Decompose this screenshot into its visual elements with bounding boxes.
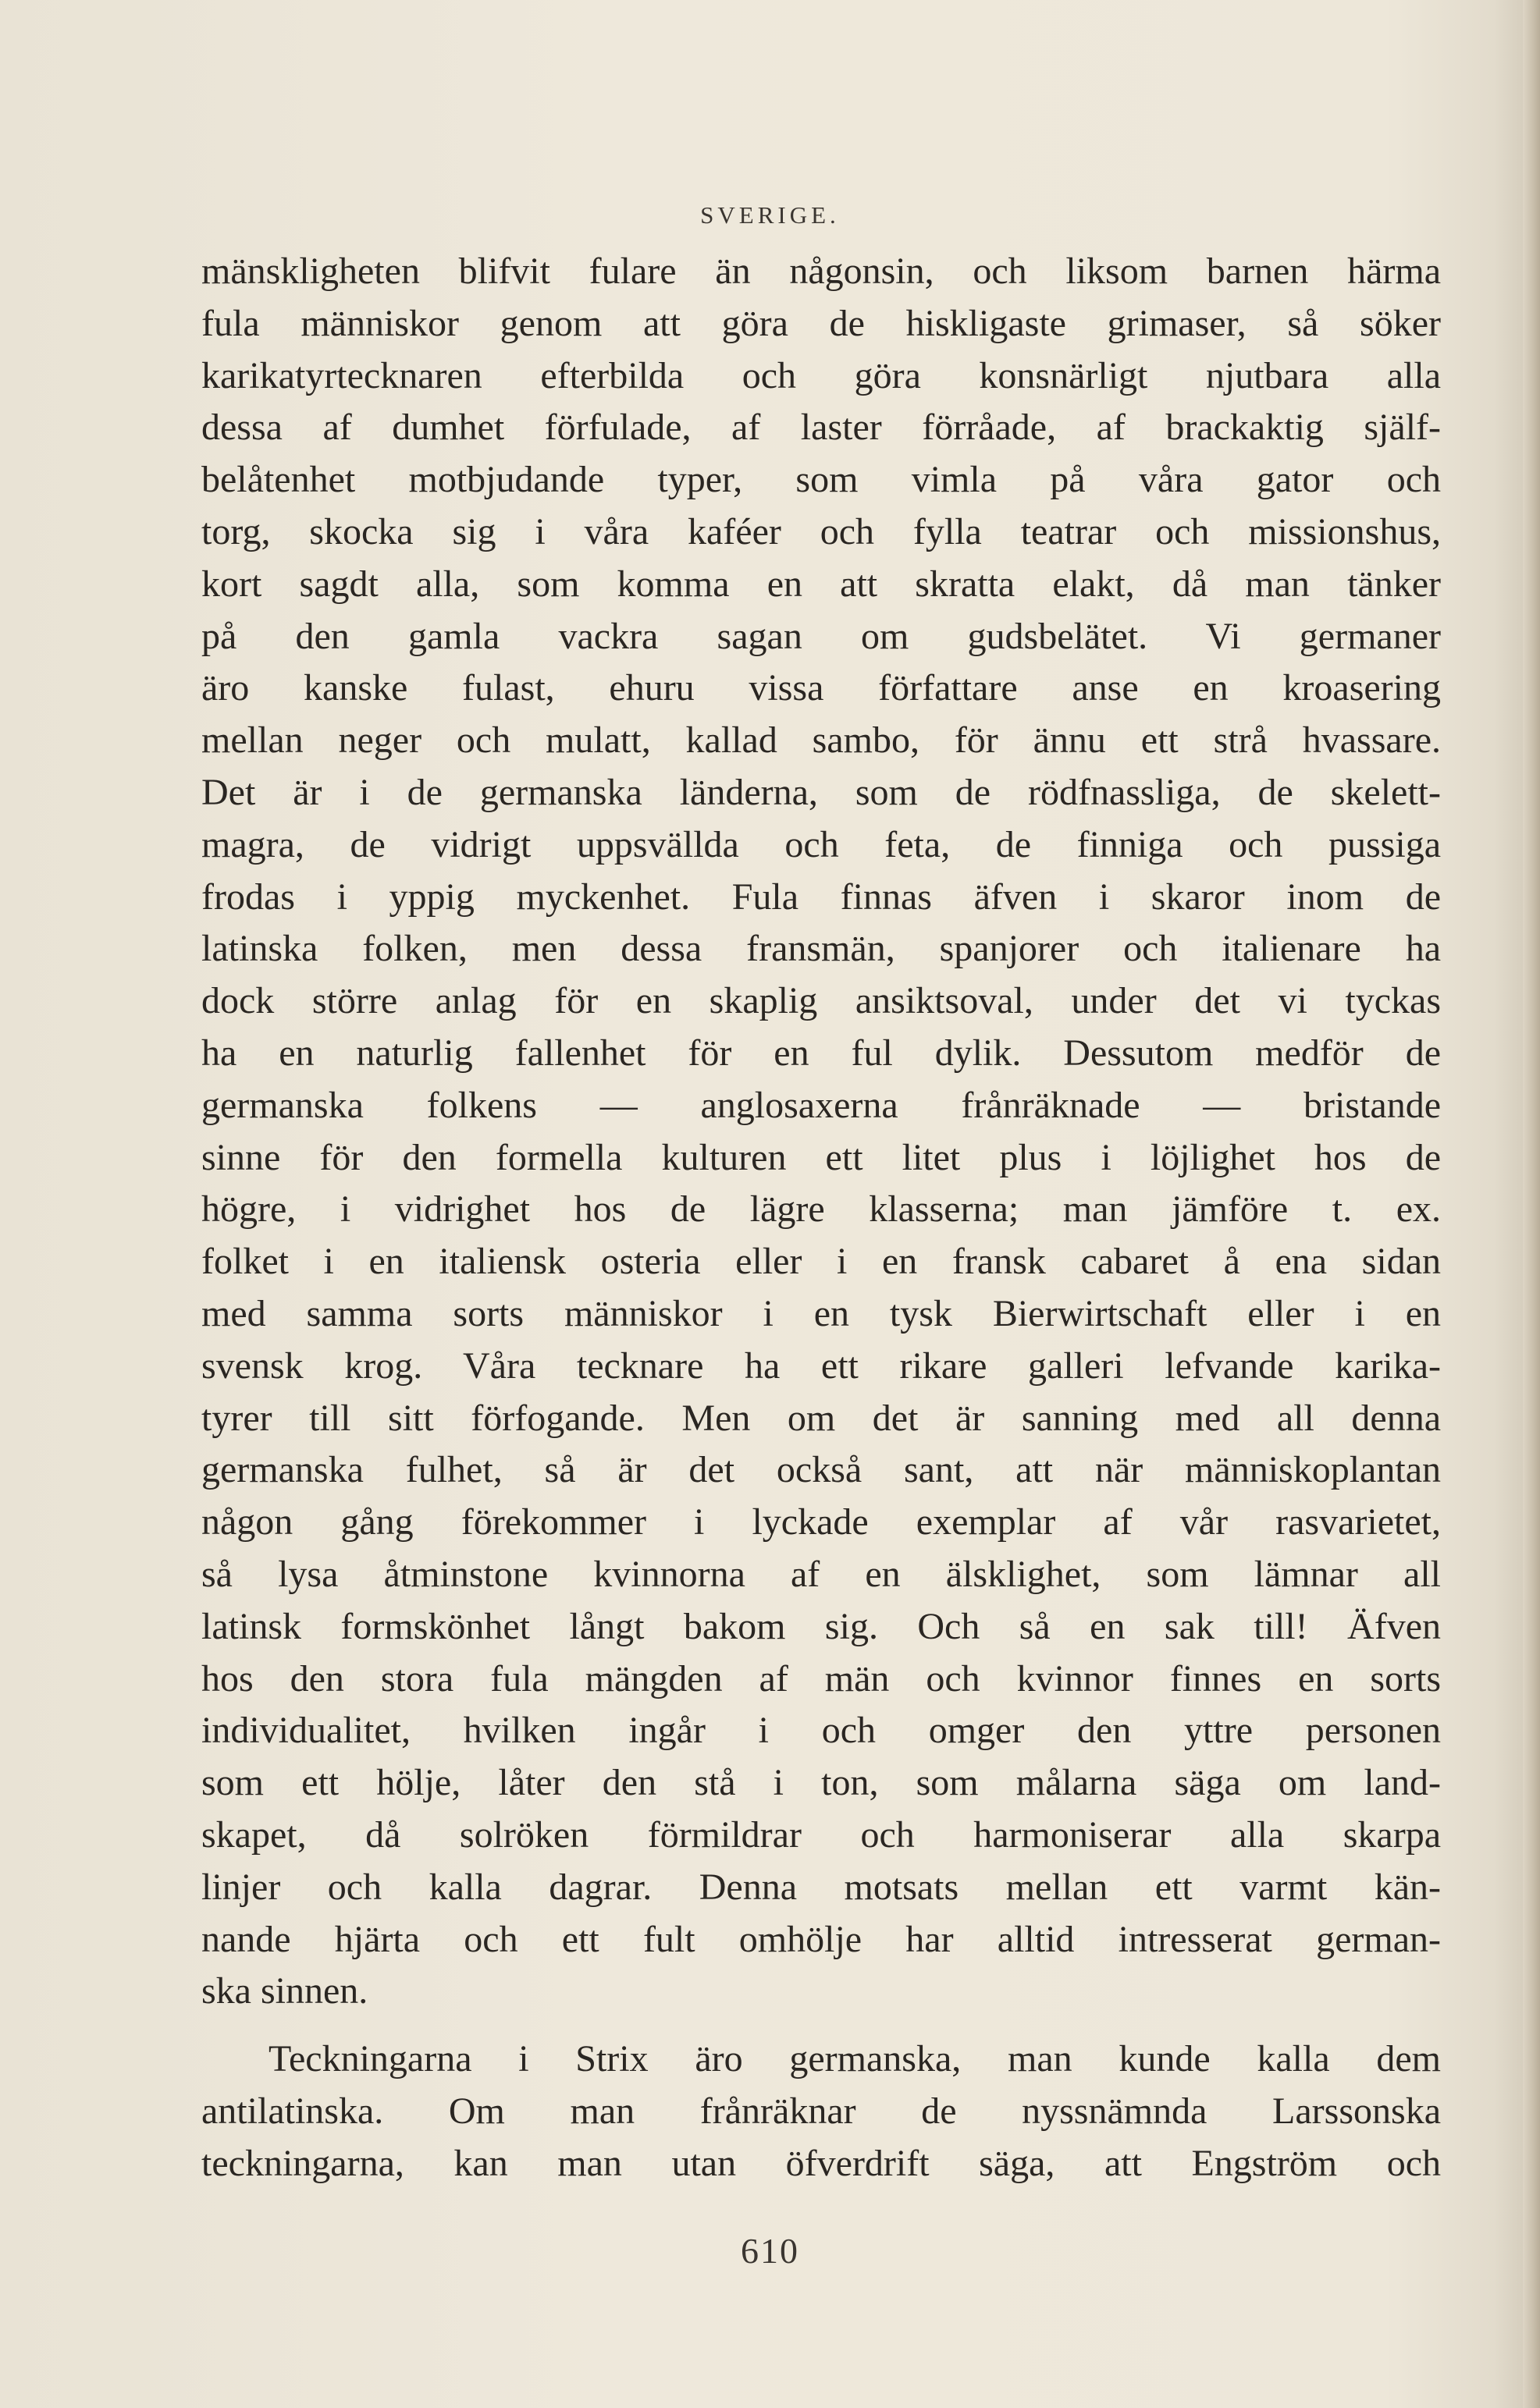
text-line: dock större anlag för en skaplig ansiktsoval, under det vi tyckas xyxy=(201,980,1441,1022)
text-line: karikatyrtecknaren efterbilda och göra konsnärligt njutbara alla xyxy=(201,354,1441,396)
text-line: ska sinnen. xyxy=(201,1970,368,2012)
paragraph-gap xyxy=(201,2018,1441,2033)
text-line: sinne för den formella kulturen ett litet plus i löjlighet hos de xyxy=(201,1136,1441,1178)
text-line: hos den stora fula mängden af män och kvinnor finnes en sorts xyxy=(201,1657,1441,1699)
text-line: dessa af dumhet förfulade, af laster förråade, af brackaktig själf- xyxy=(201,407,1441,449)
text-line: mänskligheten blifvit fulare än någonsin, och liksom barnen härma xyxy=(201,250,1441,292)
text-line: mellan neger och mulatt, kallad sambo, för ännu ett strå hvassare. xyxy=(201,719,1441,762)
text-line: teckningarna, kan man utan öfverdrift säga, att Engström och xyxy=(201,2142,1441,2184)
text-line: som ett hölje, låter den stå i ton, som målarna säga om land- xyxy=(201,1762,1441,1804)
text-line: ha en naturlig fallenhet för en ful dylik. Dessutom medför de xyxy=(201,1032,1441,1074)
text-line: linjer och kalla dagrar. Denna motsats mellan ett varmt kän- xyxy=(201,1866,1441,1908)
text-line: germanska folkens — anglosaxerna frånräknade — bristande xyxy=(201,1084,1441,1126)
text-line: på den gamla vackra sagan om gudsbelätet. Vi germaner xyxy=(201,615,1441,657)
text-line: folket i en italiensk osteria eller i en fransk cabaret å ena sidan xyxy=(201,1241,1441,1283)
text-line: Teckningarna i Strix äro germanska, man kunde kalla dem xyxy=(269,2038,1441,2080)
paragraph-2 xyxy=(201,2033,1441,2190)
text-line: skapet, då solröken förmildrar och harmoniserar alla skarpa xyxy=(201,1813,1441,1856)
text-line: latinsk formskönhet långt bakom sig. Och så en sak till! Äfven xyxy=(201,1605,1441,1647)
text-line: torg, skocka sig i våra kaféer och fylla teatrar och missionshus, xyxy=(201,510,1441,552)
body-text xyxy=(201,246,1441,2190)
text-line: någon gång förekommer i lyckade exemplar af vår rasvarietet, xyxy=(201,1501,1441,1543)
text-line: germanska fulhet, så är det också sant, att när människoplantan xyxy=(201,1449,1441,1491)
text-line: högre, i vidrighet hos de lägre klasserna; man jämföre t. ex. xyxy=(201,1188,1441,1231)
text-line: frodas i yppig myckenhet. Fula finnas äfven i skaror inom de xyxy=(201,875,1441,918)
text-line: antilatinska. Om man frånräknar de nyssnämnda Larssonska xyxy=(201,2090,1441,2132)
text-line: latinska folken, men dessa fransmän, spanjorer och italienare ha xyxy=(201,928,1441,970)
text-line: belåtenhet motbjudande typer, som vimla på våra gator och xyxy=(201,459,1441,501)
text-line: Det är i de germanska länderna, som de rödfnassliga, de skelett- xyxy=(201,771,1441,813)
text-line: magra, de vidrigt uppsvällda och feta, de finniga och pussiga xyxy=(201,823,1441,865)
text-line: kort sagdt alla, som komma en att skratta elakt, då man tänker xyxy=(201,563,1441,605)
text-line: tyrer till sitt förfogande. Men om det är sanning med all denna xyxy=(201,1397,1441,1439)
text-line: fula människor genom att göra de hiskligaste grimaser, så söker xyxy=(201,302,1441,344)
text-line: svensk krog. Våra tecknare ha ett rikare galleri lefvande karika- xyxy=(201,1344,1441,1387)
text-line: individualitet, hvilken ingår i och omger den yttre personen xyxy=(201,1710,1441,1752)
paragraph-1 xyxy=(201,246,1441,2018)
page-edge xyxy=(1523,0,1540,2408)
text-line: så lysa åtminstone kvinnorna af en älsklighet, som lämnar all xyxy=(201,1553,1441,1595)
text-line: nande hjärta och ett fult omhölje har alltid intresserat german- xyxy=(201,1918,1441,1960)
page-number: 610 xyxy=(741,2231,799,2271)
text-line: äro kanske fulast, ehuru vissa författare anse en kroasering xyxy=(201,667,1441,709)
text-line: med samma sorts människor i en tysk Bierwirtschaft eller i en xyxy=(201,1292,1441,1334)
running-header: SVERIGE. xyxy=(700,201,840,229)
